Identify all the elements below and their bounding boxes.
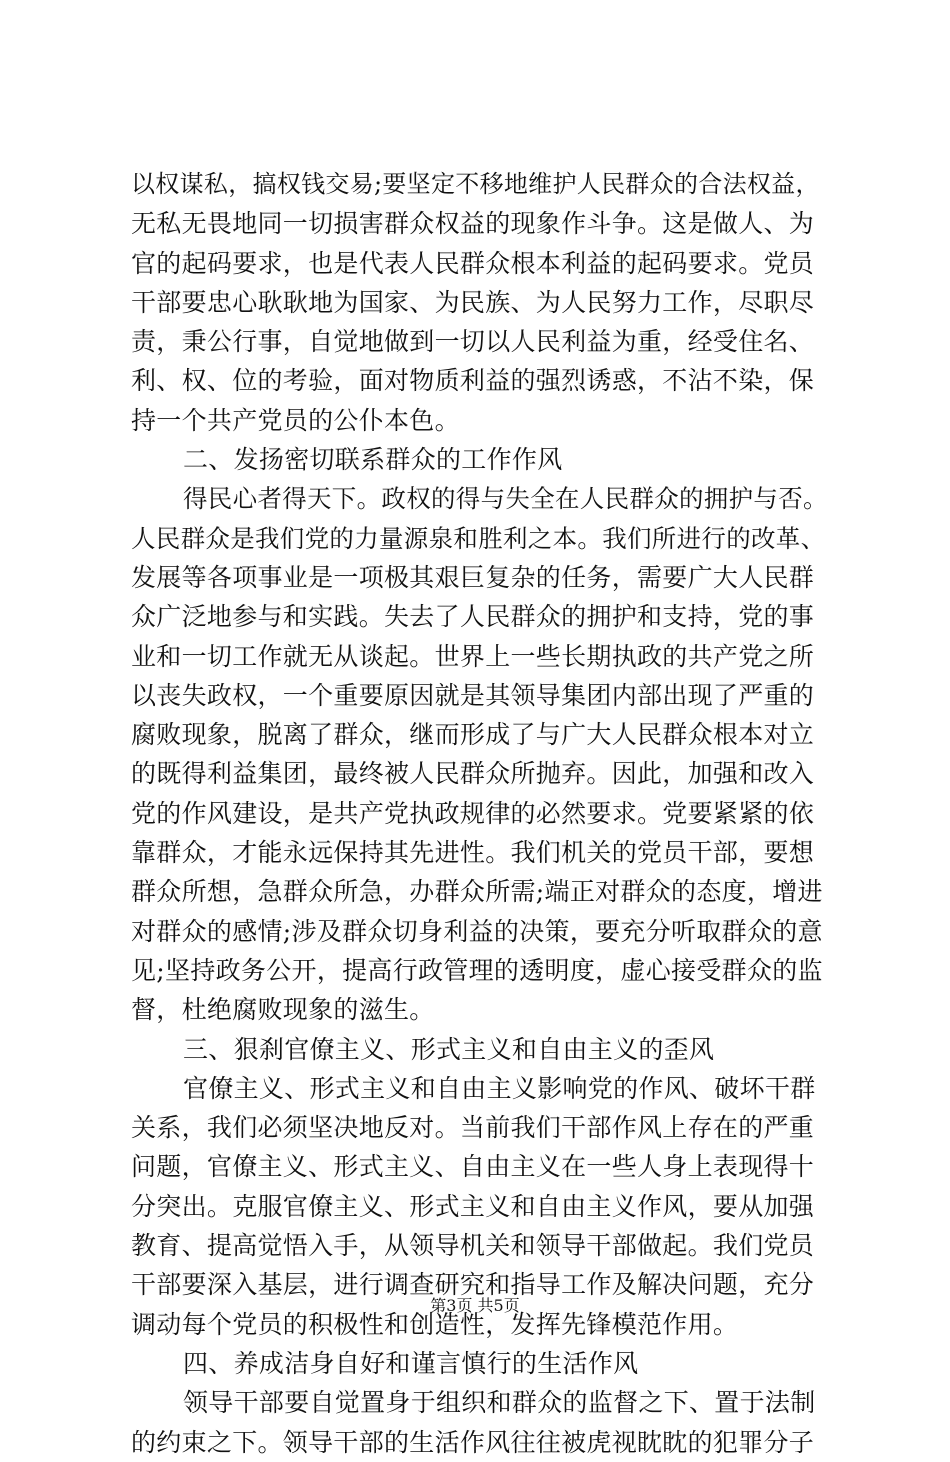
text-line: 众广泛地参与和实践。失去了人民群众的拥护和支持，党的事 xyxy=(131,602,815,632)
text-line: 的约束之下。领导干部的生活作风往往被虎视眈眈的犯罪分子 xyxy=(131,1427,815,1457)
text-line: 人民群众是我们党的力量源泉和胜利之本。我们所进行的改革、 xyxy=(131,523,826,553)
text-line: 责，秉公行事，自觉地做到一切以人民利益为重，经受住名、 xyxy=(131,327,815,357)
text-line: 的既得利益集团，最终被人民群众所抛弃。因此，加强和改入 xyxy=(131,759,815,789)
text-line: 官僚主义、形式主义和自由主义影响党的作风、破坏干群 xyxy=(183,1073,816,1103)
text-line: 三、狠刹官僚主义、形式主义和自由主义的歪风 xyxy=(183,1034,715,1064)
text-line: 干部要忠心耿耿地为国家、为民族、为人民努力工作，尽职尽 xyxy=(131,287,815,317)
text-line: 见;坚持政务公开，提高行政管理的透明度，虚心接受群众的监 xyxy=(131,955,823,985)
text-line: 问题，官僚主义、形式主义、自由主义在一些人身上表现得十 xyxy=(131,1152,815,1182)
text-line: 官的起码要求，也是代表人民群众根本利益的起码要求。党员 xyxy=(131,248,815,278)
text-line: 二、发扬密切联系群众的工作作风 xyxy=(183,445,563,475)
text-line: 督，杜绝腐败现象的滋生。 xyxy=(131,995,435,1025)
text-line: 对群众的感情;涉及群众切身利益的决策，要充分听取群众的意 xyxy=(131,916,823,946)
text-line: 干部要深入基层，进行调查研究和指导工作及解决问题，充分 xyxy=(131,1270,815,1300)
text-line: 持一个共产党员的公仆本色。 xyxy=(131,405,460,435)
text-line: 业和一切工作就无从谈起。世界上一些长期执政的共产党之所 xyxy=(131,641,815,671)
text-line: 得民心者得天下。政权的得与失全在人民群众的拥护与否。 xyxy=(183,484,828,514)
text-line: 利、权、位的考验，面对物质利益的强烈诱惑，不沾不染，保 xyxy=(131,366,815,396)
text-line: 调动每个党员的积极性和创造性，发挥先锋模范作用。 xyxy=(131,1309,739,1339)
text-line: 四、养成洁身自好和谨言慎行的生活作风 xyxy=(183,1348,639,1378)
text-line: 党的作风建设，是共产党执政规律的必然要求。党要紧紧的依 xyxy=(131,798,815,828)
text-line: 分突出。克服官僚主义、形式主义和自由主义作风，要从加强 xyxy=(131,1191,815,1221)
text-line: 腐败现象，脱离了群众，继而形成了与广大人民群众根本对立 xyxy=(131,720,815,750)
text-line: 无私无畏地同一切损害群众权益的现象作斗争。这是做人、为 xyxy=(131,209,815,239)
text-line: 以丧失政权，一个重要原因就是其领导集团内部出现了严重的 xyxy=(131,680,815,710)
document-body xyxy=(131,165,831,1462)
text-line: 发展等各项事业是一项极其艰巨复杂的任务，需要广大人民群 xyxy=(131,562,815,592)
text-line: 关系，我们必须坚决地反对。当前我们干部作风上存在的严重 xyxy=(131,1113,815,1143)
text-line: 教育、提高觉悟入手，从领导机关和领导干部做起。我们党员 xyxy=(131,1231,815,1261)
text-line: 领导干部要自觉置身于组织和群众的监督之下、置于法制 xyxy=(183,1388,816,1418)
text-line: 以权谋私，搞权钱交易;要坚定不移地维护人民群众的合法权益， xyxy=(131,170,820,198)
text-line: 靠群众，才能永远保持其先进性。我们机关的党员干部，要想 xyxy=(131,838,815,868)
page-number-footer: 第3页 共5页 xyxy=(430,1296,520,1315)
text-line: 群众所想，急群众所急，办群众所需;端正对群众的态度，增进 xyxy=(131,877,823,907)
